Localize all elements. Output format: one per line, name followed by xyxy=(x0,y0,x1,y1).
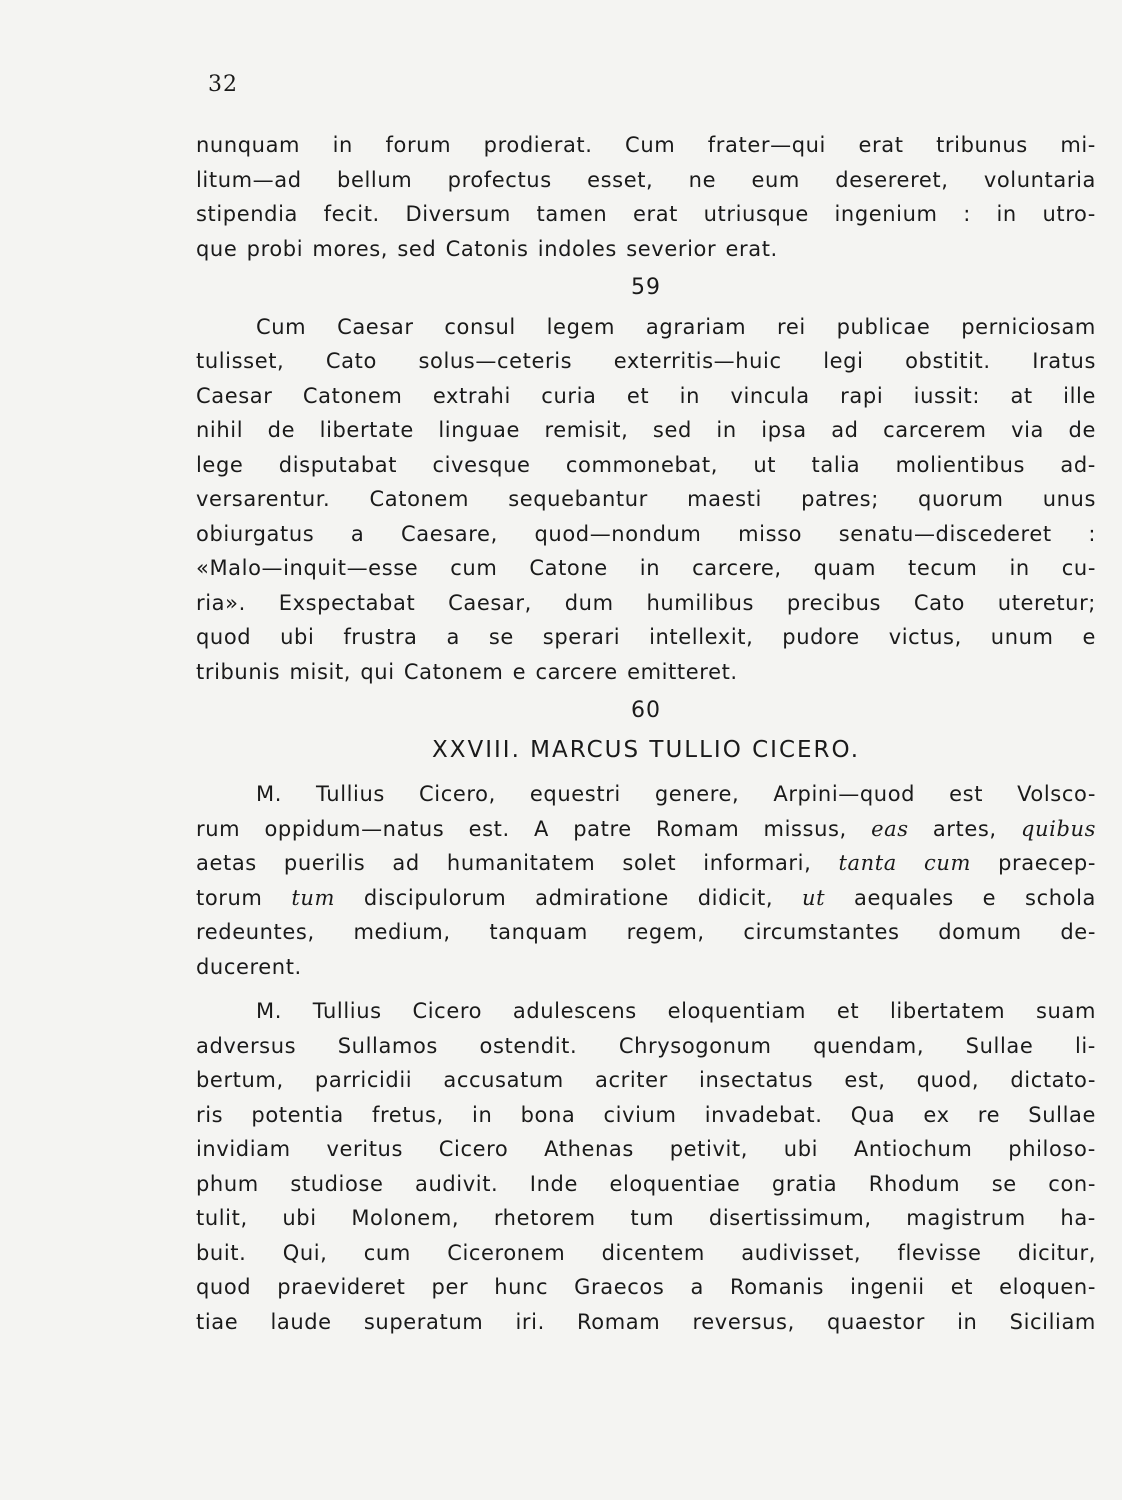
italic-text: tum xyxy=(291,885,336,910)
text-line: Caesar Catonem extrahi curia et in vincula rapi iussit: at ille xyxy=(196,383,1096,408)
text-line: que probi mores, sed Catonis indoles severior erat. xyxy=(196,236,778,261)
text-run: artes, xyxy=(908,816,1021,841)
italic-text: quibus xyxy=(1020,816,1096,841)
text-line: ris potentia fretus, in bona civium invadebat. Qua ex re Sullae xyxy=(196,1102,1096,1127)
page-number: 32 xyxy=(208,72,238,97)
section-number-59: 59 xyxy=(631,275,661,300)
continuation-paragraph xyxy=(196,128,1096,266)
text-line: lege disputabat civesque commonebat, ut talia molientibus ad- xyxy=(196,452,1096,477)
paragraph-60-2 xyxy=(196,994,1096,1339)
text-line: adversus Sullamos ostendit. Chrysogonum quendam, Sullae li- xyxy=(196,1033,1096,1058)
text-line: «Malo—inquit—esse cum Catone in carcere, quam tecum in cu- xyxy=(196,556,1096,580)
text-run: discipulorum admiratione didicit, xyxy=(335,885,803,910)
text-line: M. Tullius Cicero, equestri genere, Arpini—quod est Volsco- xyxy=(256,782,1096,806)
text-line xyxy=(196,881,1096,916)
italic-text: ut xyxy=(802,885,826,910)
text-line xyxy=(196,812,1096,847)
text-line: M. Tullius Cicero adulescens eloquentiam et libertatem suam xyxy=(256,999,1096,1023)
text-line: buit. Qui, cum Ciceronem dicentem audivisset, flevisse dicitur, xyxy=(196,1240,1096,1265)
paragraph-gap xyxy=(196,984,1096,994)
text-line: nihil de libertate linguae remisit, sed in ipsa ad carcerem via de xyxy=(196,418,1096,442)
chapter-heading: XXVIII. MARCUS TULLIO CICERO. xyxy=(431,736,861,763)
text-line: quod ubi frustra a se sperari intellexit, pudore victus, unum e xyxy=(196,625,1096,649)
text-line: tiae laude superatum iri. Romam reversus, quaestor in Siciliam xyxy=(196,1309,1096,1334)
text-line xyxy=(196,846,1096,881)
text-run: aetas puerilis ad humanitatem solet informari, xyxy=(196,851,839,875)
text-line: litum—ad bellum profectus esset, ne eum desereret, voluntaria xyxy=(196,167,1096,192)
text-line: phum studiose audivit. Inde eloquentiae gratia Rhodum se con- xyxy=(196,1171,1096,1196)
text-line: tulisset, Cato solus—ceteris exterritis—huic legi obstitit. Iratus xyxy=(196,349,1096,373)
italic-text: eas xyxy=(871,816,909,841)
text-line: tulit, ubi Molonem, rhetorem tum disertissimum, magistrum ha- xyxy=(196,1206,1096,1230)
text-line: tribunis misit, qui Catonem e carcere emitteret. xyxy=(196,659,738,684)
text-line: ducerent. xyxy=(196,954,302,979)
page-body xyxy=(196,128,1096,1339)
text-line: versarentur. Catonem sequebantur maesti patres; quorum unus xyxy=(196,487,1096,511)
text-line: nunquam in forum prodierat. Cum frater—qui erat tribunus mi- xyxy=(196,133,1096,157)
text-line: ria». Exspectabat Caesar, dum humilibus precibus Cato uteretur; xyxy=(196,590,1096,615)
text-line: stipendia fecit. Diversum tamen erat utriusque ingenium : in utro- xyxy=(196,202,1096,226)
italic-text: tanta cum xyxy=(838,851,971,875)
text-run: torum xyxy=(196,885,292,910)
text-run: aequales e schola xyxy=(825,885,1097,910)
paragraph-59 xyxy=(196,310,1096,690)
text-run: rum oppidum—natus est. A patre Romam missus, xyxy=(196,816,872,841)
paragraph-60-1 xyxy=(196,777,1096,984)
text-line: Cum Caesar consul legem agrariam rei publicae perniciosam xyxy=(256,314,1096,339)
text-line: obiurgatus a Caesare, quod—nondum misso senatu—discederet : xyxy=(196,521,1096,546)
text-line: quod praevideret per hunc Graecos a Romanis ingenii et eloquen- xyxy=(196,1275,1096,1299)
section-number-60: 60 xyxy=(631,698,661,723)
text-line: invidiam veritus Cicero Athenas petivit, ubi Antiochum philoso- xyxy=(196,1137,1096,1161)
text-run: praecep- xyxy=(971,851,1097,875)
text-line: redeuntes, medium, tanquam regem, circumstantes domum de- xyxy=(196,920,1096,944)
text-line: bertum, parricidii accusatum acriter insectatus est, quod, dictato- xyxy=(196,1068,1096,1092)
